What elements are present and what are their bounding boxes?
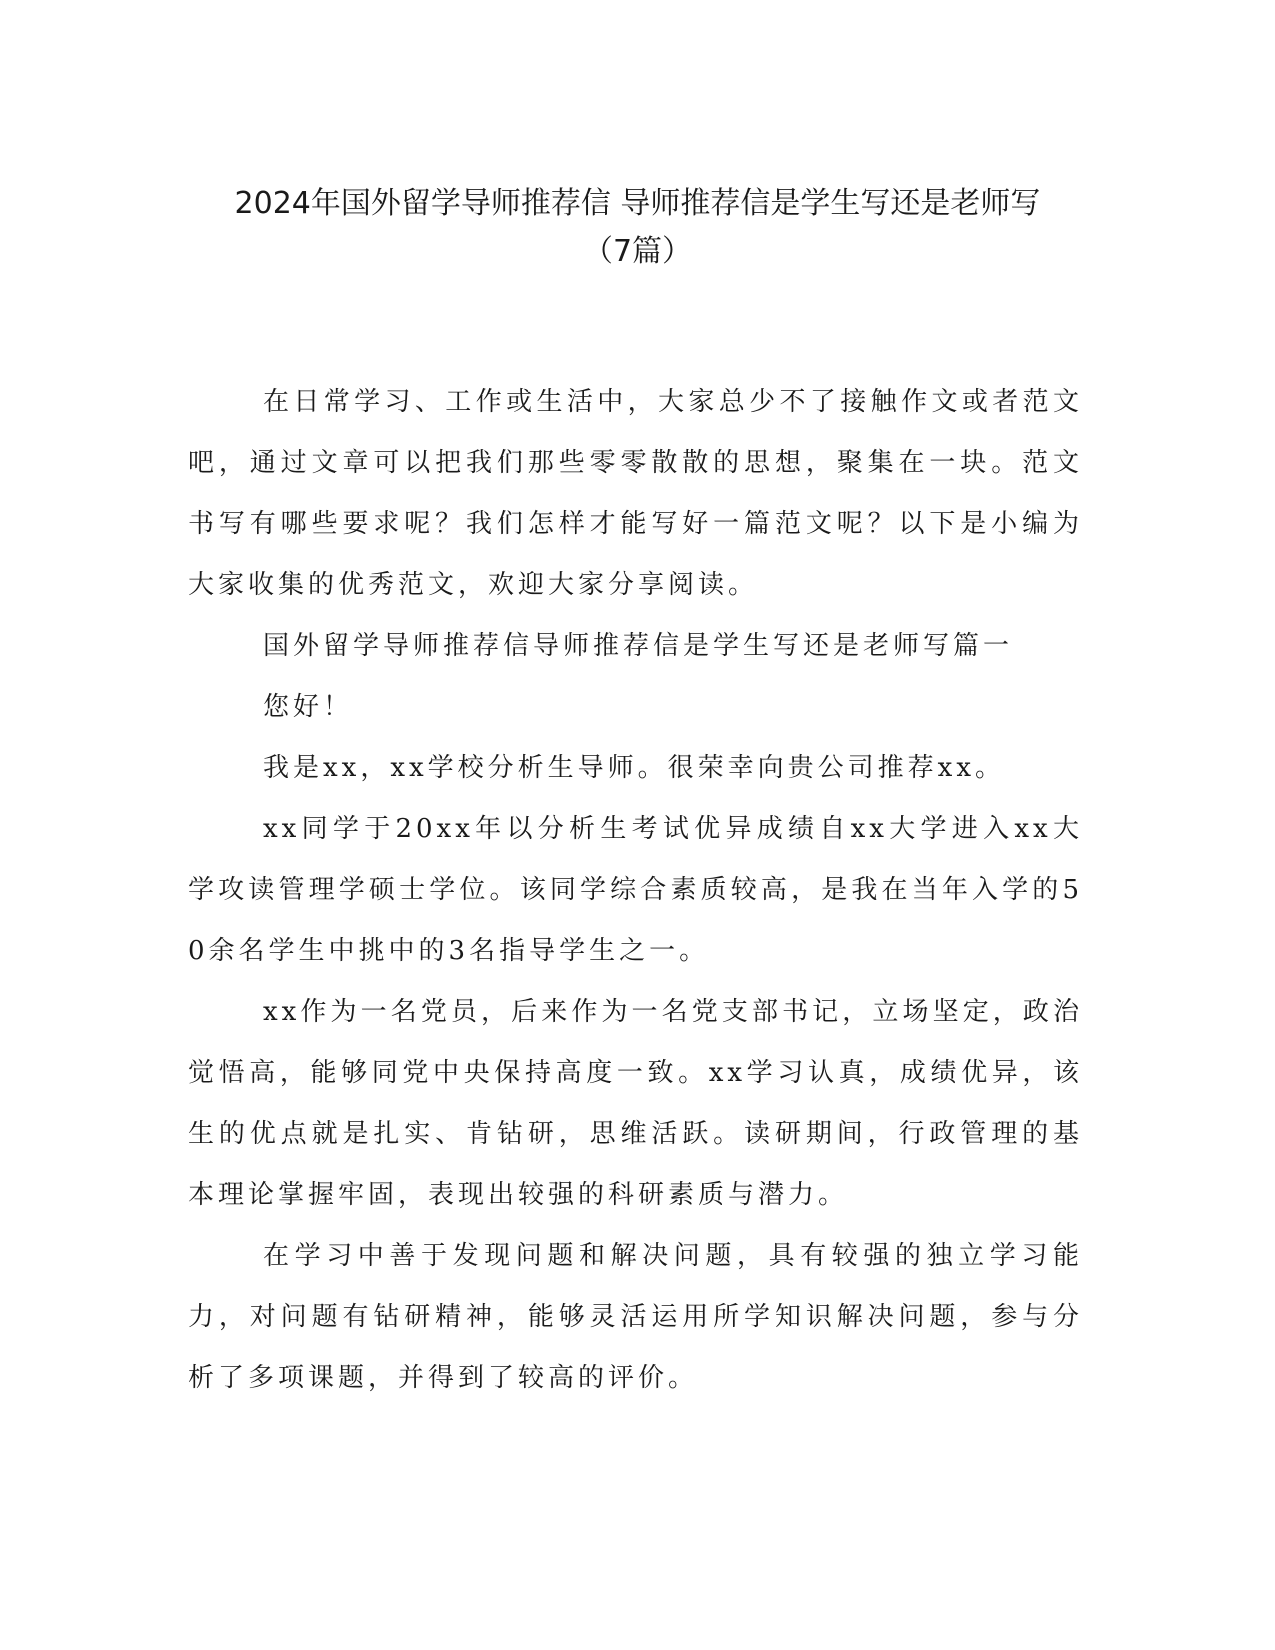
paragraph-greeting: 您好！ <box>263 692 354 722</box>
paragraph-intro: 在日常学习、工作或生活中，大家总少不了接触作文或者范文吧，通过文章可以把我们那些零零散散的思想，聚集在一块。范文书写有哪些要求呢？我们怎样才能写好一篇范文呢？以下是小编为大家收集的优秀范文，欢迎大家分享阅读。 <box>188 387 1083 600</box>
document-body <box>188 372 1083 1409</box>
title-line-2: （7篇） <box>582 234 693 269</box>
paragraph-political-performance: xx作为一名党员，后来作为一名党支部书记，立场坚定，政治觉悟高，能够同党中央保持高度一致。xx学习认真，成绩优异，该生的优点就是扎实、肯钻研，思维活跃。读研期间，行政管理的基本理论掌握牢固，表现出较强的科研素质与潜力。 <box>188 997 1083 1210</box>
paragraph-section-heading: 国外留学导师推荐信导师推荐信是学生写还是老师写篇一 <box>263 631 1014 661</box>
paragraph-learning-ability: 在学习中善于发现问题和解决问题，具有较强的独立学习能力，对问题有钻研精神，能够灵活运用所学知识解决问题，参与分析了多项课题，并得到了较高的评价。 <box>188 1241 1083 1393</box>
paragraph-self-intro: 我是xx，xx学校分析生导师。很荣幸向贵公司推荐xx。 <box>263 753 1005 783</box>
paragraph-study-background: xx同学于20xx年以分析生考试优异成绩自xx大学进入xx大学攻读管理学硕士学位。该同学综合素质较高，是我在当年入学的50余名学生中挑中的3名指导学生之一。 <box>188 814 1083 966</box>
document-title <box>150 180 1125 276</box>
title-line-1: 2024年国外留学导师推荐信 导师推荐信是学生写还是老师写 <box>234 186 1041 221</box>
